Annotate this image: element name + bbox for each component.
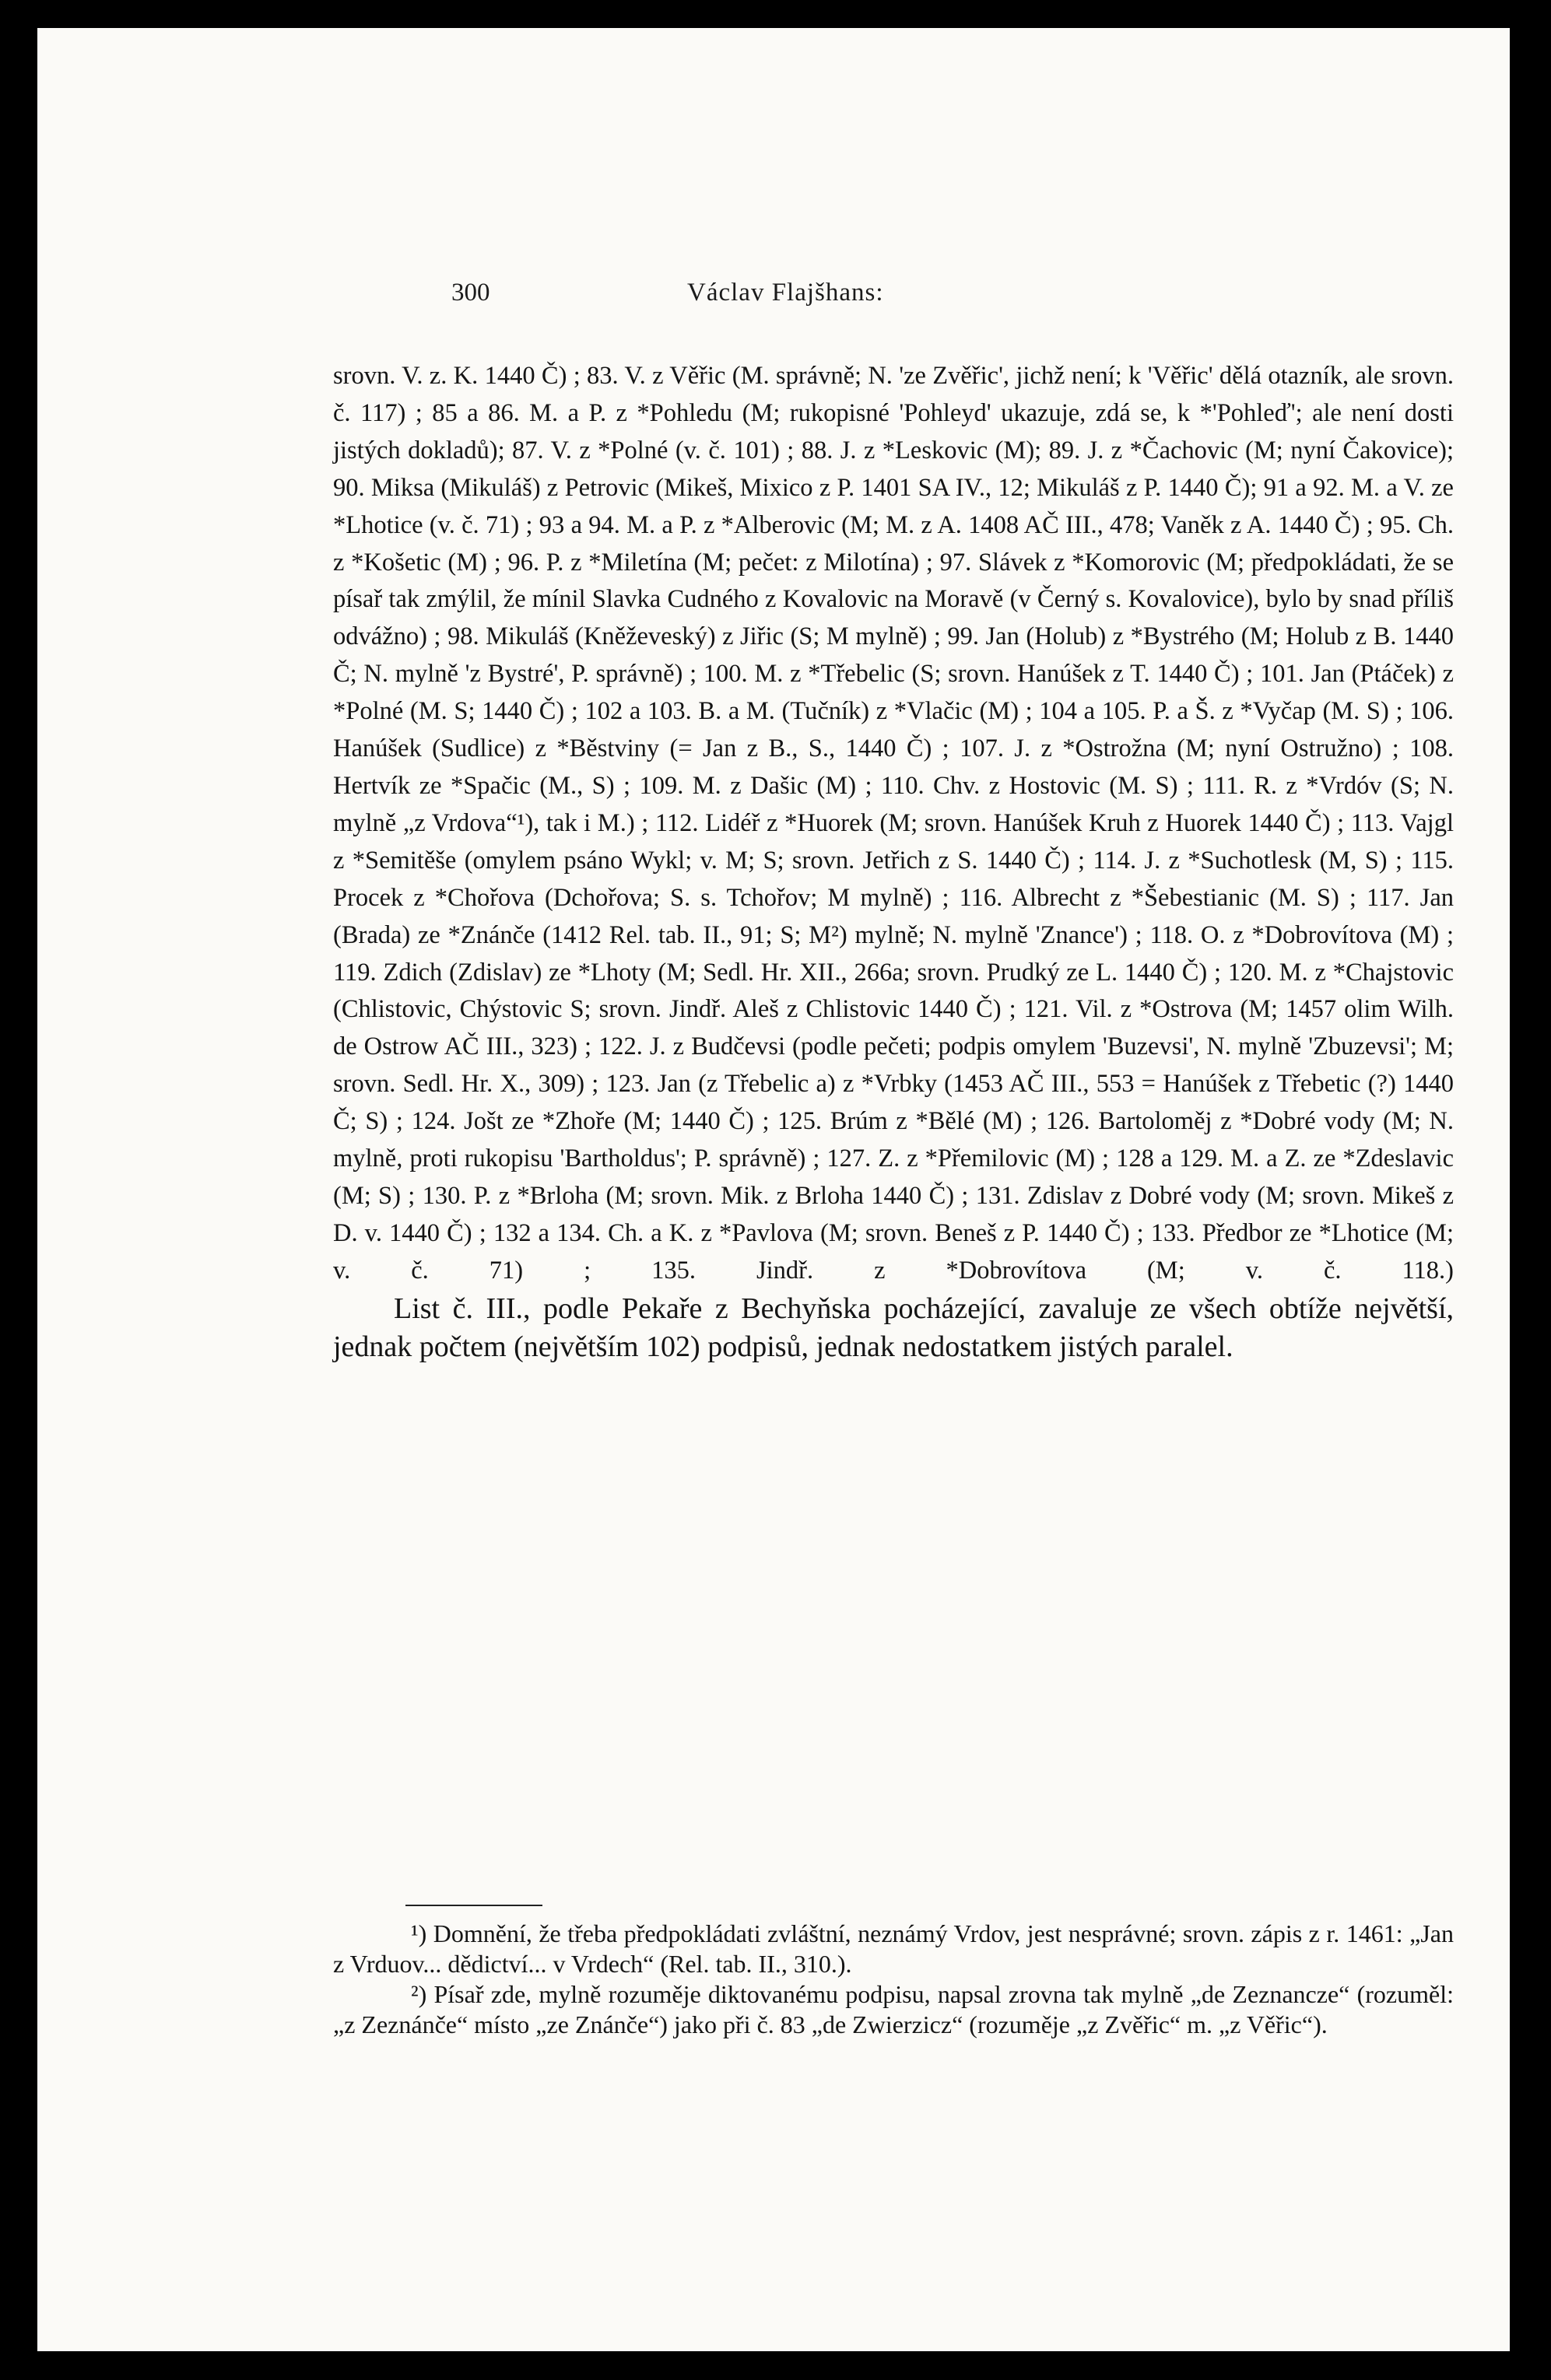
page-number: 300 bbox=[451, 279, 490, 307]
footnote-2: ²) Písař zde, mylně rozuměje diktovanému podpisu, napsal zrovna tak mylně „de Zeznancze“ (rozuměl: „z Zeznánče“ místo „ze Znánče“) jako při č. 83 „de Zwierzicz“ (rozuměje „z Zvěřic“ m. „z Věřic“). bbox=[333, 1980, 1454, 2038]
signature-list-paragraph: srovn. V. z. K. 1440 Č) ; 83. V. z Věřic (M. správně; N. 'ze Zvěřic', jichž není; k 'Věřic' dělá otazník, ale srovn. č. 117) ; 85 a 86. M. a P. z *Pohledu (M; rukopisné 'Pohleyd' ukazuje, zdá se, k *'Pohleď'; ale není dosti jistých dokladů); 87. V. z *Polné (v. č. 101) ; 88. J. z *Leskovic (M); 89. J. z *Čachovic (M; nyní Čakovice); 90. Miksa (Mikuláš) z Petrovic (Mikeš, Mixico z P. 1401 SA IV., 12; Mikuláš z P. 1440 Č); 91 a 92. M. a V. ze *Lhotice (v. č. 71) ; 93 a 94. M. a P. z *Alberovic (M; M. z A. 1408 AČ III., 478; Vaněk z A. 1440 Č) ; 95. Ch. z *Košetic (M) ; 96. P. z *Miletína (M; pečet: z Milotína) ; 97. Slávek z *Komorovic (M; předpokládati, že se písař tak zmýlil, že mínil Slavka Cudného z Kovalovic na Moravě (v Černý s. Kovalovice), bylo by snad příliš odvážno) ; 98. Mikuláš (Kněževeský) z Jiřic (S; M mylně) ; 99. Jan (Holub) z *Bystrého (M; Holub z B. 1440 Č; N. mylně 'z Bystré', P. správně) ; 100. M. z *Třebelic (S; srovn. Hanúšek z T. 1440 Č) ; 101. Jan (Ptáček) z *Polné (M. S; 1440 Č) ; 102 a 103. B. a M. (Tučník) z *Vlačic (M) ; 104 a 105. P. a Š. z *Vyčap (M. S) ; 106. Hanúšek (Sudlice) z *Běstviny (= Jan z B., S., 1440 Č) ; 107. J. z *Ostrožna (M; nyní Ostružno) ; 108. Hertvík ze *Spačic (M., S) ; 109. M. z Dašic (M) ; 110. Chv. z Hostovic (M. S) ; 111. R. z *Vrdóv (S; N. mylně „z Vrdova“¹), tak i M.) ; 112. Lidéř z *Huorek (M; srovn. Hanúšek Kruh z Huorek 1440 Č) ; 113. Vajgl z *Semitěše (omylem psáno Wykl; v. M; S; srovn. Jetřich z S. 1440 Č) ; 114. J. z *Suchotlesk (M, S) ; 115. Procek z *Chořova (Dchořova; S. s. Tchořov; M mylně) ; 116. Albrecht z *Šebestianic (M. S) ; 117. Jan (Brada) ze *Znánče (1412 Rel. tab. II., 91; S; M²) mylně; N. mylně 'Znance') ; 118. O. z *Dobrovítova (M) ; 119. Zdich (Zdislav) ze *Lhoty (M; Sedl. Hr. XII., 266a; srovn. Prudký ze L. 1440 Č) ; 120. M. z *Chajstovic (Chlistovic, Chýstovic S; srovn. Jindř. Aleš z Chlistovic 1440 Č) ; 121. Vil. z *Ostrova (M; 1457 olim Wilh. de Ostrow AČ III., 323) ; 122. J. z Budčevsi (podle pečeti; podpis omylem 'Buzevsi', N. mylně 'Zbuzevsi'; M; srovn. Sedl. Hr. X., 309) ; 123. Jan (z Třebelic a) z *Vrbky (1453 AČ III., 553 = Hanúšek z Třebetic (?) 1440 Č; S) ; 124. Jošt ze *Zhoře (M; 1440 Č) ; 125. Brúm z *Bělé (M) ; 126. Bartoloměj z *Dobré vody (M; N. mylně, proti rukopisu 'Bartholdus'; P. správně) ; 127. Z. z *Přemilovic (M) ; 128 a 129. M. a Z. ze *Zdeslavic (M; S) ; 130. P. z *Brloha (M; srovn. Mik. z Brloha 1440 Č) ; 131. Zdislav z Dobré vody (M; srovn. Mikeš z D. v. 1440 Č) ; 132 a 134. Ch. a K. z *Pavlova (M; srovn. Beneš z P. 1440 Č) ; 133. Předbor ze *Lhotice (M; v. č. 71) ; 135. Jindř. z *Dobrovítova (M; v. č. 118.) bbox=[333, 362, 1454, 1285]
footnote-1: ¹) Domnění, že třeba předpokládati zvláštní, neznámý Vrdov, jest nesprávné; srovn. zápis z r. 1461: „Jan z Vrduov... dědictví... v Vrdech“ (Rel. tab. II., 310.). bbox=[333, 1919, 1454, 1978]
list-iii-paragraph: List č. III., podle Pekaře z Bechyňska pocházející, zavaluje ze všech obtíže největší, jednak počtem (největším 102) podpisů, jednak nedostatkem jistých paralel. bbox=[333, 1292, 1454, 1363]
page-header bbox=[37, 279, 1510, 325]
running-title: Václav Flajšhans: bbox=[687, 279, 884, 307]
footnote-divider bbox=[405, 1905, 542, 1906]
footnotes bbox=[333, 1919, 1454, 2040]
body-text bbox=[333, 358, 1454, 1366]
book-page bbox=[37, 28, 1510, 2351]
